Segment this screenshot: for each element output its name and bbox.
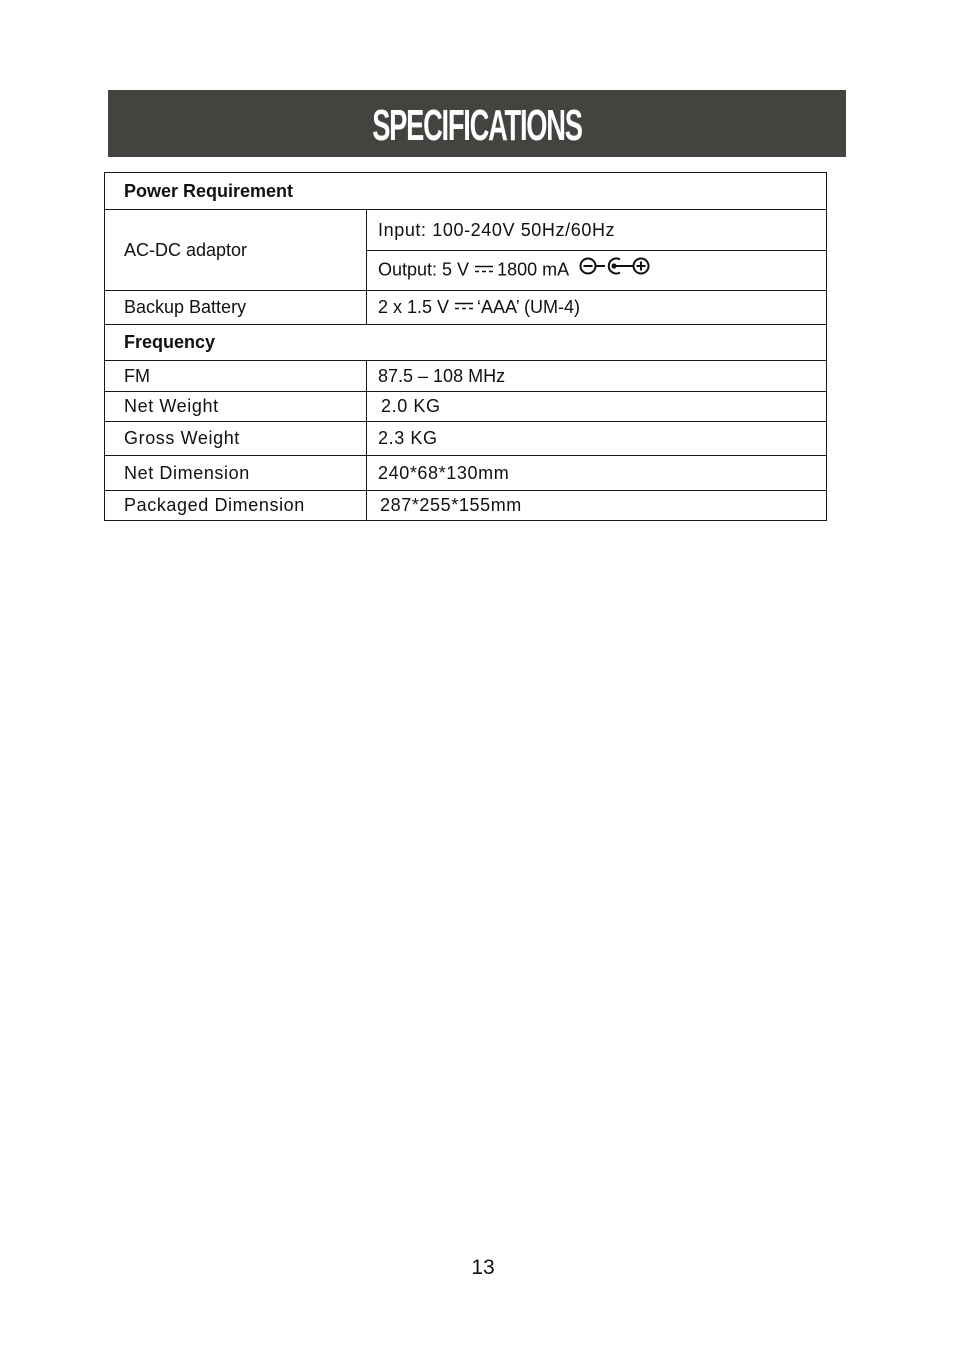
table-row bbox=[105, 361, 827, 392]
battery-voltage: 2 x 1.5 V bbox=[378, 297, 450, 317]
spec-value-net-weight: 2.0 KG bbox=[367, 392, 827, 422]
specifications-table bbox=[104, 172, 827, 521]
table-row bbox=[105, 173, 827, 210]
spec-label-backup-battery: Backup Battery bbox=[105, 291, 367, 325]
spec-label-net-dimension: Net Dimension bbox=[105, 456, 367, 491]
spec-label-packaged-dimension: Packaged Dimension bbox=[105, 491, 367, 521]
table-row bbox=[105, 325, 827, 361]
section-heading-power: Power Requirement bbox=[105, 173, 827, 210]
spec-value-net-dimension: 240*68*130mm bbox=[367, 456, 827, 491]
spec-label-fm: FM bbox=[105, 361, 367, 392]
output-voltage: Output: 5 V bbox=[378, 259, 470, 280]
table-row bbox=[105, 491, 827, 521]
polarity-center-positive-icon bbox=[579, 256, 651, 281]
table-row bbox=[105, 392, 827, 422]
spec-value-input: Input: 100-240V 50Hz/60Hz bbox=[367, 210, 827, 251]
spec-value-fm: 87.5 – 108 MHz bbox=[367, 361, 827, 392]
spec-value-backup-battery bbox=[367, 291, 827, 325]
dc-current-icon bbox=[475, 265, 493, 273]
battery-type: ‘AAA’ (UM-4) bbox=[477, 297, 581, 317]
table-row bbox=[105, 422, 827, 456]
spec-value-output bbox=[367, 251, 827, 291]
page-number: 13 bbox=[471, 1256, 495, 1279]
table-row bbox=[105, 210, 827, 251]
section-heading-frequency: Frequency bbox=[105, 325, 827, 361]
spec-label-gross-weight: Gross Weight bbox=[105, 422, 367, 456]
dc-current-icon bbox=[455, 302, 473, 310]
output-current: 1800 mA bbox=[497, 259, 570, 280]
page-title: SPECIFICATIONS bbox=[372, 100, 582, 150]
spec-value-gross-weight: 2.3 KG bbox=[367, 422, 827, 456]
table-row bbox=[105, 291, 827, 325]
spec-label-net-weight: Net Weight bbox=[105, 392, 367, 422]
spec-label-ac-dc-adaptor: AC-DC adaptor bbox=[105, 210, 367, 291]
title-banner bbox=[108, 90, 846, 157]
table-row bbox=[105, 456, 827, 491]
spec-value-packaged-dimension: 287*255*155mm bbox=[367, 491, 827, 521]
